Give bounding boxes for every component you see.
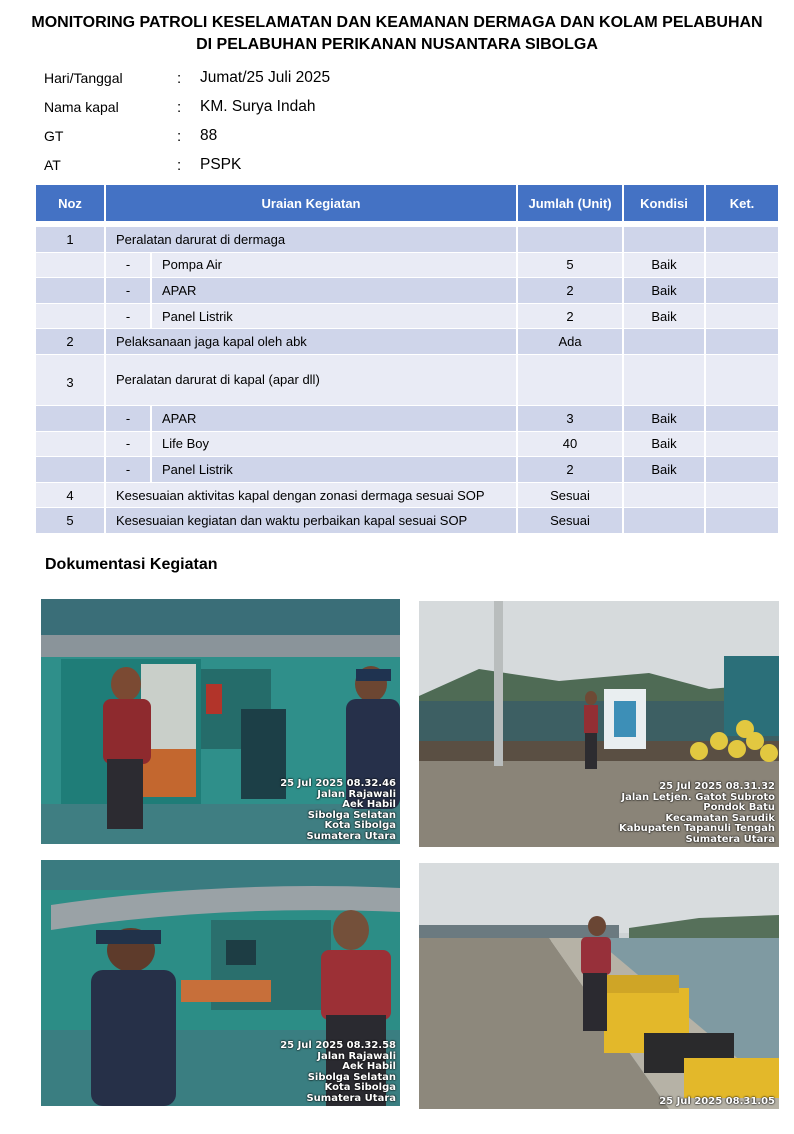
cell-jumlah: 40	[518, 432, 624, 458]
photo-timestamp	[619, 782, 775, 845]
cell-jumlah	[518, 227, 624, 253]
info-label: AT	[44, 157, 61, 173]
stamp-line: Aek Habil	[342, 799, 396, 810]
photo-timestamp	[280, 779, 396, 842]
photo-timestamp	[280, 1041, 396, 1104]
table-row	[36, 406, 780, 432]
stamp-line: Kota Sibolga	[324, 1082, 396, 1093]
cell-item: Panel Listrik	[152, 304, 518, 330]
info-colon: :	[177, 69, 182, 87]
cell-ket	[706, 329, 780, 355]
cell-ket	[706, 304, 780, 330]
stamp-line: Sumatera Utara	[306, 830, 396, 842]
stamp-line: Kabupaten Tapanuli Tengah	[618, 823, 775, 834]
cell-dash: -	[106, 457, 152, 483]
header-uraian: Uraian Kegiatan	[106, 185, 518, 221]
cell-no: 5	[36, 508, 106, 534]
cell-no	[36, 253, 106, 279]
cell-no: 2	[36, 329, 106, 355]
info-row-at	[44, 152, 241, 178]
cell-ket	[706, 483, 780, 509]
info-colon: :	[177, 127, 182, 145]
cell-no	[36, 304, 106, 330]
cell-ket	[706, 355, 780, 406]
info-colon: :	[177, 98, 182, 116]
cell-no	[36, 278, 106, 304]
table-row	[36, 355, 780, 406]
table-row	[36, 304, 780, 330]
stamp-line: 25 Jul 2025 08.32.46	[280, 778, 396, 789]
cell-kondisi	[624, 483, 706, 509]
cell-no: 4	[36, 483, 106, 509]
stamp-line: Kota Sibolga	[324, 820, 396, 831]
photo-ship-cabin-inspection	[41, 599, 400, 844]
cell-no	[36, 457, 106, 483]
cell-dash: -	[106, 278, 152, 304]
cell-item: Kesesuaian kegiatan dan waktu perbaikan kapal sesuai SOP	[106, 508, 518, 534]
cell-kondisi: Baik	[624, 457, 706, 483]
table-header-row	[36, 185, 780, 221]
cell-kondisi: Baik	[624, 432, 706, 458]
header-ket: Ket.	[706, 185, 780, 221]
table-row	[36, 457, 780, 483]
cell-jumlah: Sesuai	[518, 508, 624, 534]
table-row	[36, 227, 780, 253]
stamp-line: 25 Jul 2025 08.32.58	[280, 1040, 396, 1051]
document-title-line2: DI PELABUHAN PERIKANAN NUSANTARA SIBOLGA	[196, 36, 598, 53]
cell-ket	[706, 227, 780, 253]
cell-ket	[706, 508, 780, 534]
info-label: Nama kapal	[44, 99, 119, 115]
cell-dash: -	[106, 304, 152, 330]
cell-ket	[706, 278, 780, 304]
stamp-line: Jalan Rajawali	[317, 1050, 396, 1062]
table-row	[36, 483, 780, 509]
cell-item: Life Boy	[152, 432, 518, 458]
stamp-line: Kecamatan Sarudik	[665, 812, 775, 824]
stamp-line: 25 Jul 2025 08.31.32	[659, 781, 775, 792]
photo-timestamp	[659, 1097, 775, 1108]
cell-no	[36, 406, 106, 432]
info-label: GT	[44, 128, 64, 144]
cell-jumlah	[518, 355, 624, 406]
cell-ket	[706, 253, 780, 279]
table-row	[36, 329, 780, 355]
cell-kondisi: Baik	[624, 278, 706, 304]
cell-kondisi: Baik	[624, 304, 706, 330]
cell-jumlah: 2	[518, 278, 624, 304]
cell-kondisi: Baik	[624, 253, 706, 279]
patrol-report-table	[36, 185, 780, 534]
cell-dash: -	[106, 432, 152, 458]
stamp-line: 25 Jul 2025 08.31.05	[659, 1095, 775, 1107]
stamp-line: Jalan Rajawali	[317, 788, 396, 800]
info-row-gt	[44, 123, 217, 149]
photo-illustration	[419, 863, 779, 1109]
table-row	[36, 253, 780, 279]
info-row-ship-name	[44, 94, 315, 120]
documentation-title: Dokumentasi Kegiatan	[45, 556, 218, 573]
header-no: Noz	[36, 185, 106, 221]
cell-kondisi	[624, 227, 706, 253]
stamp-line: Sibolga Selatan	[307, 1071, 396, 1083]
table-row	[36, 432, 780, 458]
cell-item: Pompa Air	[152, 253, 518, 279]
header-jumlah: Jumlah (Unit)	[518, 185, 624, 221]
stamp-line: Aek Habil	[342, 1061, 396, 1072]
cell-ket	[706, 406, 780, 432]
cell-jumlah: 2	[518, 457, 624, 483]
cell-dash: -	[106, 253, 152, 279]
cell-no	[36, 432, 106, 458]
cell-kondisi: Baik	[624, 406, 706, 432]
cell-item: Kesesuaian aktivitas kapal dengan zonasi dermaga sesuai SOP	[106, 483, 518, 509]
cell-item: Peralatan darurat di kapal (apar dll)	[106, 355, 518, 406]
cell-ket	[706, 432, 780, 458]
cell-jumlah: Sesuai	[518, 483, 624, 509]
cell-kondisi	[624, 329, 706, 355]
cell-item: APAR	[152, 406, 518, 432]
cell-ket	[706, 457, 780, 483]
cell-dash: -	[106, 406, 152, 432]
photo-dock-panel-inspection	[419, 601, 779, 847]
info-colon: :	[177, 156, 182, 174]
info-row-date	[44, 65, 330, 91]
info-value: 88	[200, 127, 218, 144]
table-row	[36, 508, 780, 534]
cell-no: 1	[36, 227, 106, 253]
info-value: Jumat/25 Juli 2025	[200, 69, 331, 86]
cell-item: Peralatan darurat di dermaga	[106, 227, 518, 253]
stamp-line: Jalan Letjen. Gatot Subroto	[621, 791, 775, 803]
info-label: Hari/Tanggal	[44, 70, 123, 86]
stamp-line: Sumatera Utara	[685, 833, 775, 845]
stamp-line: Sumatera Utara	[306, 1092, 396, 1104]
cell-no: 3	[36, 355, 106, 406]
cell-item: Pelaksanaan jaga kapal oleh abk	[106, 329, 518, 355]
photo-ship-engine-room	[41, 860, 400, 1106]
cell-kondisi	[624, 508, 706, 534]
cell-item: APAR	[152, 278, 518, 304]
cell-kondisi	[624, 355, 706, 406]
cell-item: Panel Listrik	[152, 457, 518, 483]
info-value: PSPK	[200, 156, 242, 173]
cell-jumlah: 3	[518, 406, 624, 432]
table-row	[36, 278, 780, 304]
stamp-line: Pondok Batu	[703, 802, 775, 813]
cell-jumlah: Ada	[518, 329, 624, 355]
photo-pier-pump-inspection	[419, 863, 779, 1109]
cell-jumlah: 2	[518, 304, 624, 330]
info-value: KM. Surya Indah	[200, 98, 316, 115]
header-kondisi: Kondisi	[624, 185, 706, 221]
document-title-line1: MONITORING PATROLI KESELAMATAN DAN KEAMANAN DERMAGA DAN KOLAM PELABUHAN	[31, 14, 763, 31]
cell-jumlah: 5	[518, 253, 624, 279]
stamp-line: Sibolga Selatan	[307, 809, 396, 821]
